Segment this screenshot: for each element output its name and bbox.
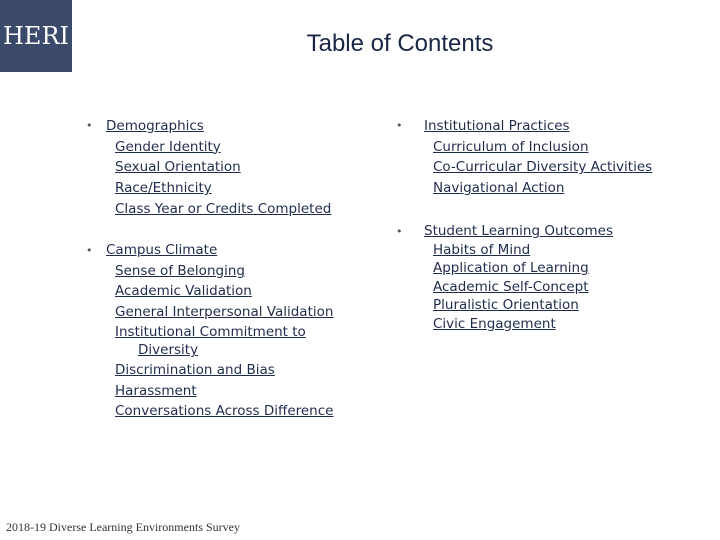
footer-caption: 2018-19 Diverse Learning Environments Survey <box>6 520 240 534</box>
toc-link-conversations-across-difference[interactable]: Conversations Across Difference <box>115 403 334 420</box>
toc-link-discrimination-bias[interactable]: Discrimination and Bias <box>115 361 275 378</box>
page-title: Table of Contents <box>306 30 494 57</box>
toc-link-navigational-action[interactable]: Navigational Action <box>433 180 565 197</box>
bullet-icon: • <box>396 225 403 238</box>
toc-link-curriculum-of-inclusion[interactable]: Curriculum of Inclusion <box>433 138 589 155</box>
toc-link-habits-of-mind[interactable]: Habits of Mind <box>433 241 531 258</box>
toc-section-campus-climate <box>106 240 333 422</box>
toc-link-campus-climate[interactable]: Campus Climate <box>106 242 218 258</box>
bullet-icon: • <box>86 244 93 257</box>
toc-link-academic-self-concept[interactable]: Academic Self-Concept <box>433 278 589 295</box>
heri-logo: HERI <box>0 0 72 72</box>
toc-link-student-learning-outcomes[interactable]: Student Learning Outcomes <box>424 223 613 239</box>
toc-link-institutional-practices[interactable]: Institutional Practices <box>424 118 570 134</box>
toc-section-learning-outcomes <box>424 222 613 333</box>
toc-link-gender-identity[interactable]: Gender Identity <box>115 138 221 155</box>
toc-section-demographics <box>106 116 331 220</box>
toc-link-civic-engagement[interactable]: Civic Engagement <box>433 315 556 332</box>
toc-link-academic-validation[interactable]: Academic Validation <box>115 283 252 300</box>
toc-section-institutional-practices <box>424 116 652 199</box>
toc-link-class-year[interactable]: Class Year or Credits Completed <box>115 200 332 217</box>
toc-link-general-interpersonal-validation[interactable]: General Interpersonal Validation <box>115 304 334 321</box>
toc-link-institutional-commitment[interactable]: Institutional Commitment to <box>115 323 306 340</box>
bullet-icon: • <box>396 119 403 132</box>
toc-link-application-of-learning[interactable]: Application of Learning <box>433 260 589 276</box>
toc-link-sense-of-belonging[interactable]: Sense of Belonging <box>115 262 245 279</box>
toc-link-demographics[interactable]: Demographics <box>106 118 204 134</box>
toc-link-harassment[interactable]: Harassment <box>115 382 197 399</box>
toc-link-race-ethnicity[interactable]: Race/Ethnicity <box>115 180 212 197</box>
bullet-icon: • <box>86 119 93 132</box>
toc-link-institutional-commitment-wrap[interactable]: Diversity <box>138 342 199 359</box>
toc-link-sexual-orientation[interactable]: Sexual Orientation <box>115 159 241 176</box>
toc-link-pluralistic-orientation[interactable]: Pluralistic Orientation <box>433 297 579 313</box>
toc-link-co-curricular[interactable]: Co-Curricular Diversity Activities <box>433 159 653 176</box>
